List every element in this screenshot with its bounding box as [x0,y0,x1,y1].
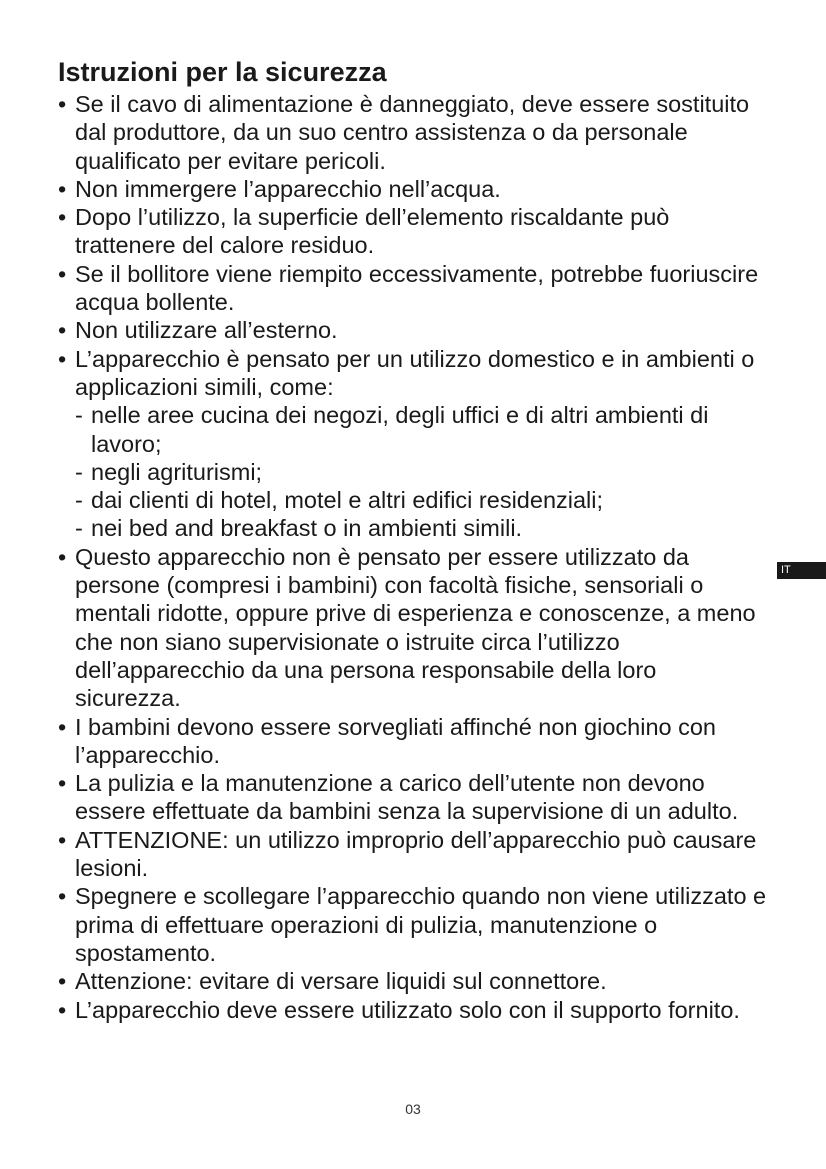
list-item-text: L’apparecchio deve essere utilizzato solo con il supporto fornito. [75,996,740,1023]
list-item [58,90,768,175]
list-item-text: ATTENZIONE: un utilizzo improprio dell’apparecchio può causare lesioni. [75,826,757,882]
list-item [58,713,768,770]
list-item-text: Questo apparecchio non è pensato per essere utilizzato da persone (compresi i bambini) con facoltà fisiche, sensoriali o mentali ridotte, oppure prive di esperienza e conoscenze, a meno che non siano supervisionate o istruite circa l’utilizzo dell’apparecchio da una persona responsabile della loro sicurezza. [75,543,756,712]
bullet-icon: • [58,770,67,797]
sub-list-item [75,401,768,458]
bullet-icon: • [58,175,67,202]
dash-icon: - [75,487,83,514]
bullet-icon: • [58,543,67,570]
list-item-text: Dopo l’utilizzo, la superficie dell’elemento riscaldante può trattenere del calore residuo. [75,204,670,259]
sub-list-item-text: dai clienti di hotel, motel e altri edifici residenziali; [91,487,604,514]
dash-icon: - [75,515,83,542]
sub-list-item-text: nelle aree cucina dei negozi, degli uffici e di altri ambienti di lavoro; [91,402,709,457]
bullet-icon: • [58,204,67,231]
list-item-text: Se il bollitore viene riempito eccessivamente, potrebbe fuoriuscire acqua bollente. [75,260,759,316]
list-item [58,316,768,344]
page-title: Istruzioni per la sicurezza [58,57,387,87]
bullet-icon: • [58,883,67,910]
list-item-text: Non immergere l’apparecchio nell’acqua. [75,175,501,202]
bullet-icon: • [58,968,67,995]
list-item [58,967,768,995]
bullet-icon: • [58,317,67,344]
list-item-text: Se il cavo di alimentazione è danneggiato, deve essere sostituito dal produttore, da un suo centro assistenza o da personale qualificato per evitare pericoli. [75,91,750,174]
page-number: 03 [405,1101,421,1117]
list-item [58,345,768,543]
list-item-text: I bambini devono essere sorvegliati affinché non giochino con l’apparecchio. [75,713,717,768]
usage-environments-list [75,401,768,542]
sub-list-item-text: nei bed and breakfast o in ambienti simili. [91,515,523,542]
bullet-icon: • [58,260,67,287]
sub-list-item [75,514,768,542]
safety-instructions-list [58,90,768,1024]
list-item [58,203,768,260]
dash-icon: - [75,458,83,485]
list-item [58,769,768,826]
list-item-text: Spegnere e scollegare l’apparecchio quando non viene utilizzato e prima di effettuare operazioni di pulizia, manutenzione o spostamento. [75,883,767,966]
bullet-icon: • [58,345,67,372]
bullet-icon: • [58,91,67,117]
sub-list-item-text: negli agriturismi; [91,458,263,485]
list-item [58,175,768,203]
list-item-text: La pulizia e la manutenzione a carico dell’utente non devono essere effettuate da bambini senza la supervisione di un adulto. [75,770,739,825]
language-tab: IT [777,562,826,579]
dash-icon: - [75,402,83,429]
sub-list-item [75,486,768,514]
list-item [58,543,768,713]
list-item [58,882,768,967]
list-item [58,260,768,317]
bullet-icon: • [58,826,67,853]
list-item-text: Non utilizzare all’esterno. [75,317,338,344]
sub-list-item [75,458,768,486]
bullet-icon: • [58,713,67,740]
bullet-icon: • [58,996,67,1023]
list-item-text: L’apparecchio è pensato per un utilizzo domestico e in ambienti o applicazioni simili, come: [75,345,755,400]
list-item-text: Attenzione: evitare di versare liquidi sul connettore. [75,968,607,995]
list-item [58,826,768,883]
list-item [58,996,768,1024]
